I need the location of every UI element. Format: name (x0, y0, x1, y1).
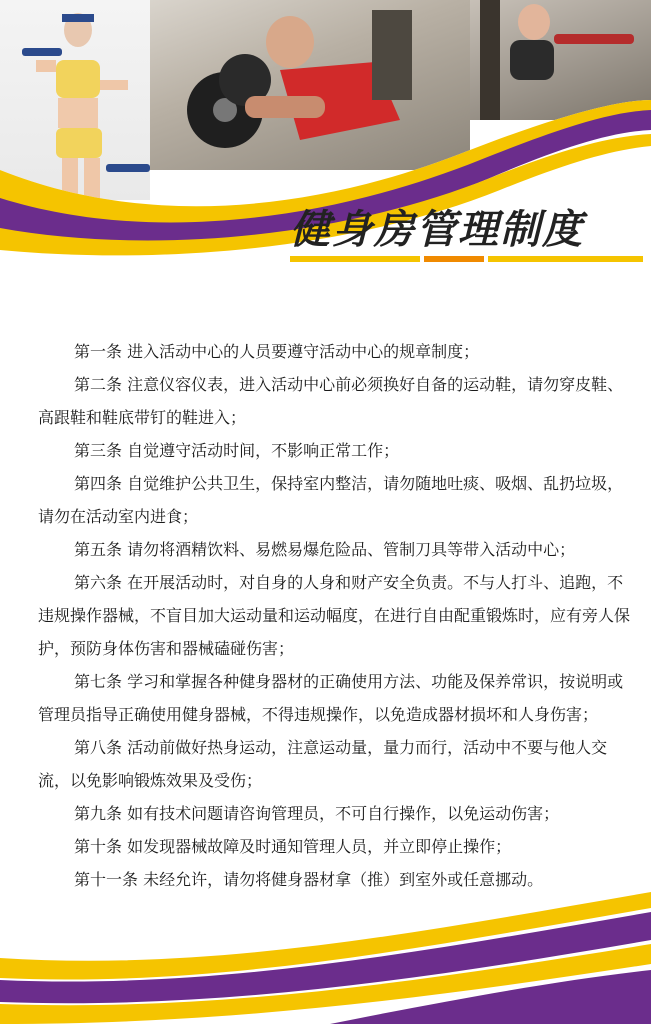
rules-list (38, 335, 638, 896)
bottom-swoosh-decoration (0, 880, 651, 1024)
rule-item: 第二条 注意仪容仪表，进入活动中心前必须换好自备的运动鞋，请勿穿皮鞋、高跟鞋和鞋底带钉的鞋进入； (38, 375, 624, 427)
rule-item: 第七条 学习和掌握各种健身器材的正确使用方法、功能及保养常识，按说明或管理员指导正确使用健身器械，不得违规操作，以免造成器材损坏和人身伤害； (38, 672, 624, 724)
rule-item: 第四条 自觉维护公共卫生，保持室内整洁，请勿随地吐痰、吸烟、乱扔垃圾，请勿在活动室内进食； (38, 474, 624, 526)
title-underline-yellow-left (290, 256, 420, 262)
rule-item: 第十条 如发现器械故障及时通知管理人员，并立即停止操作； (74, 837, 512, 856)
title-underline-yellow-right (488, 256, 643, 262)
rule-item: 第三条 自觉遵守活动时间，不影响正常工作； (74, 441, 400, 460)
page-title: 健身房管理制度 (290, 207, 584, 253)
rule-item: 第六条 在开展活动时，对自身的人身和财产安全负责。不与人打斗、追跑，不违规操作器械，不盲目加大运动量和运动幅度，在进行自由配重锻炼时，应有旁人保护，预防身体伤害和器械磕碰伤害； (38, 573, 631, 658)
title-underline-orange (424, 256, 484, 262)
rule-item: 第九条 如有技术问题请咨询管理员，不可自行操作，以免运动伤害； (74, 804, 560, 823)
rule-item: 第一条 进入活动中心的人员要遵守活动中心的规章制度； (74, 342, 480, 361)
rule-item: 第八条 活动前做好热身运动，注意运动量，量力而行，活动中不要与他人交流，以免影响锻炼效果及受伤； (38, 738, 608, 790)
rule-item: 第五条 请勿将酒精饮料、易燃易爆危险品、管制刀具等带入活动中心； (74, 540, 576, 559)
rule-item: 第十一条 未经允许，请勿将健身器材拿（推）到室外或任意挪动。 (74, 870, 544, 889)
